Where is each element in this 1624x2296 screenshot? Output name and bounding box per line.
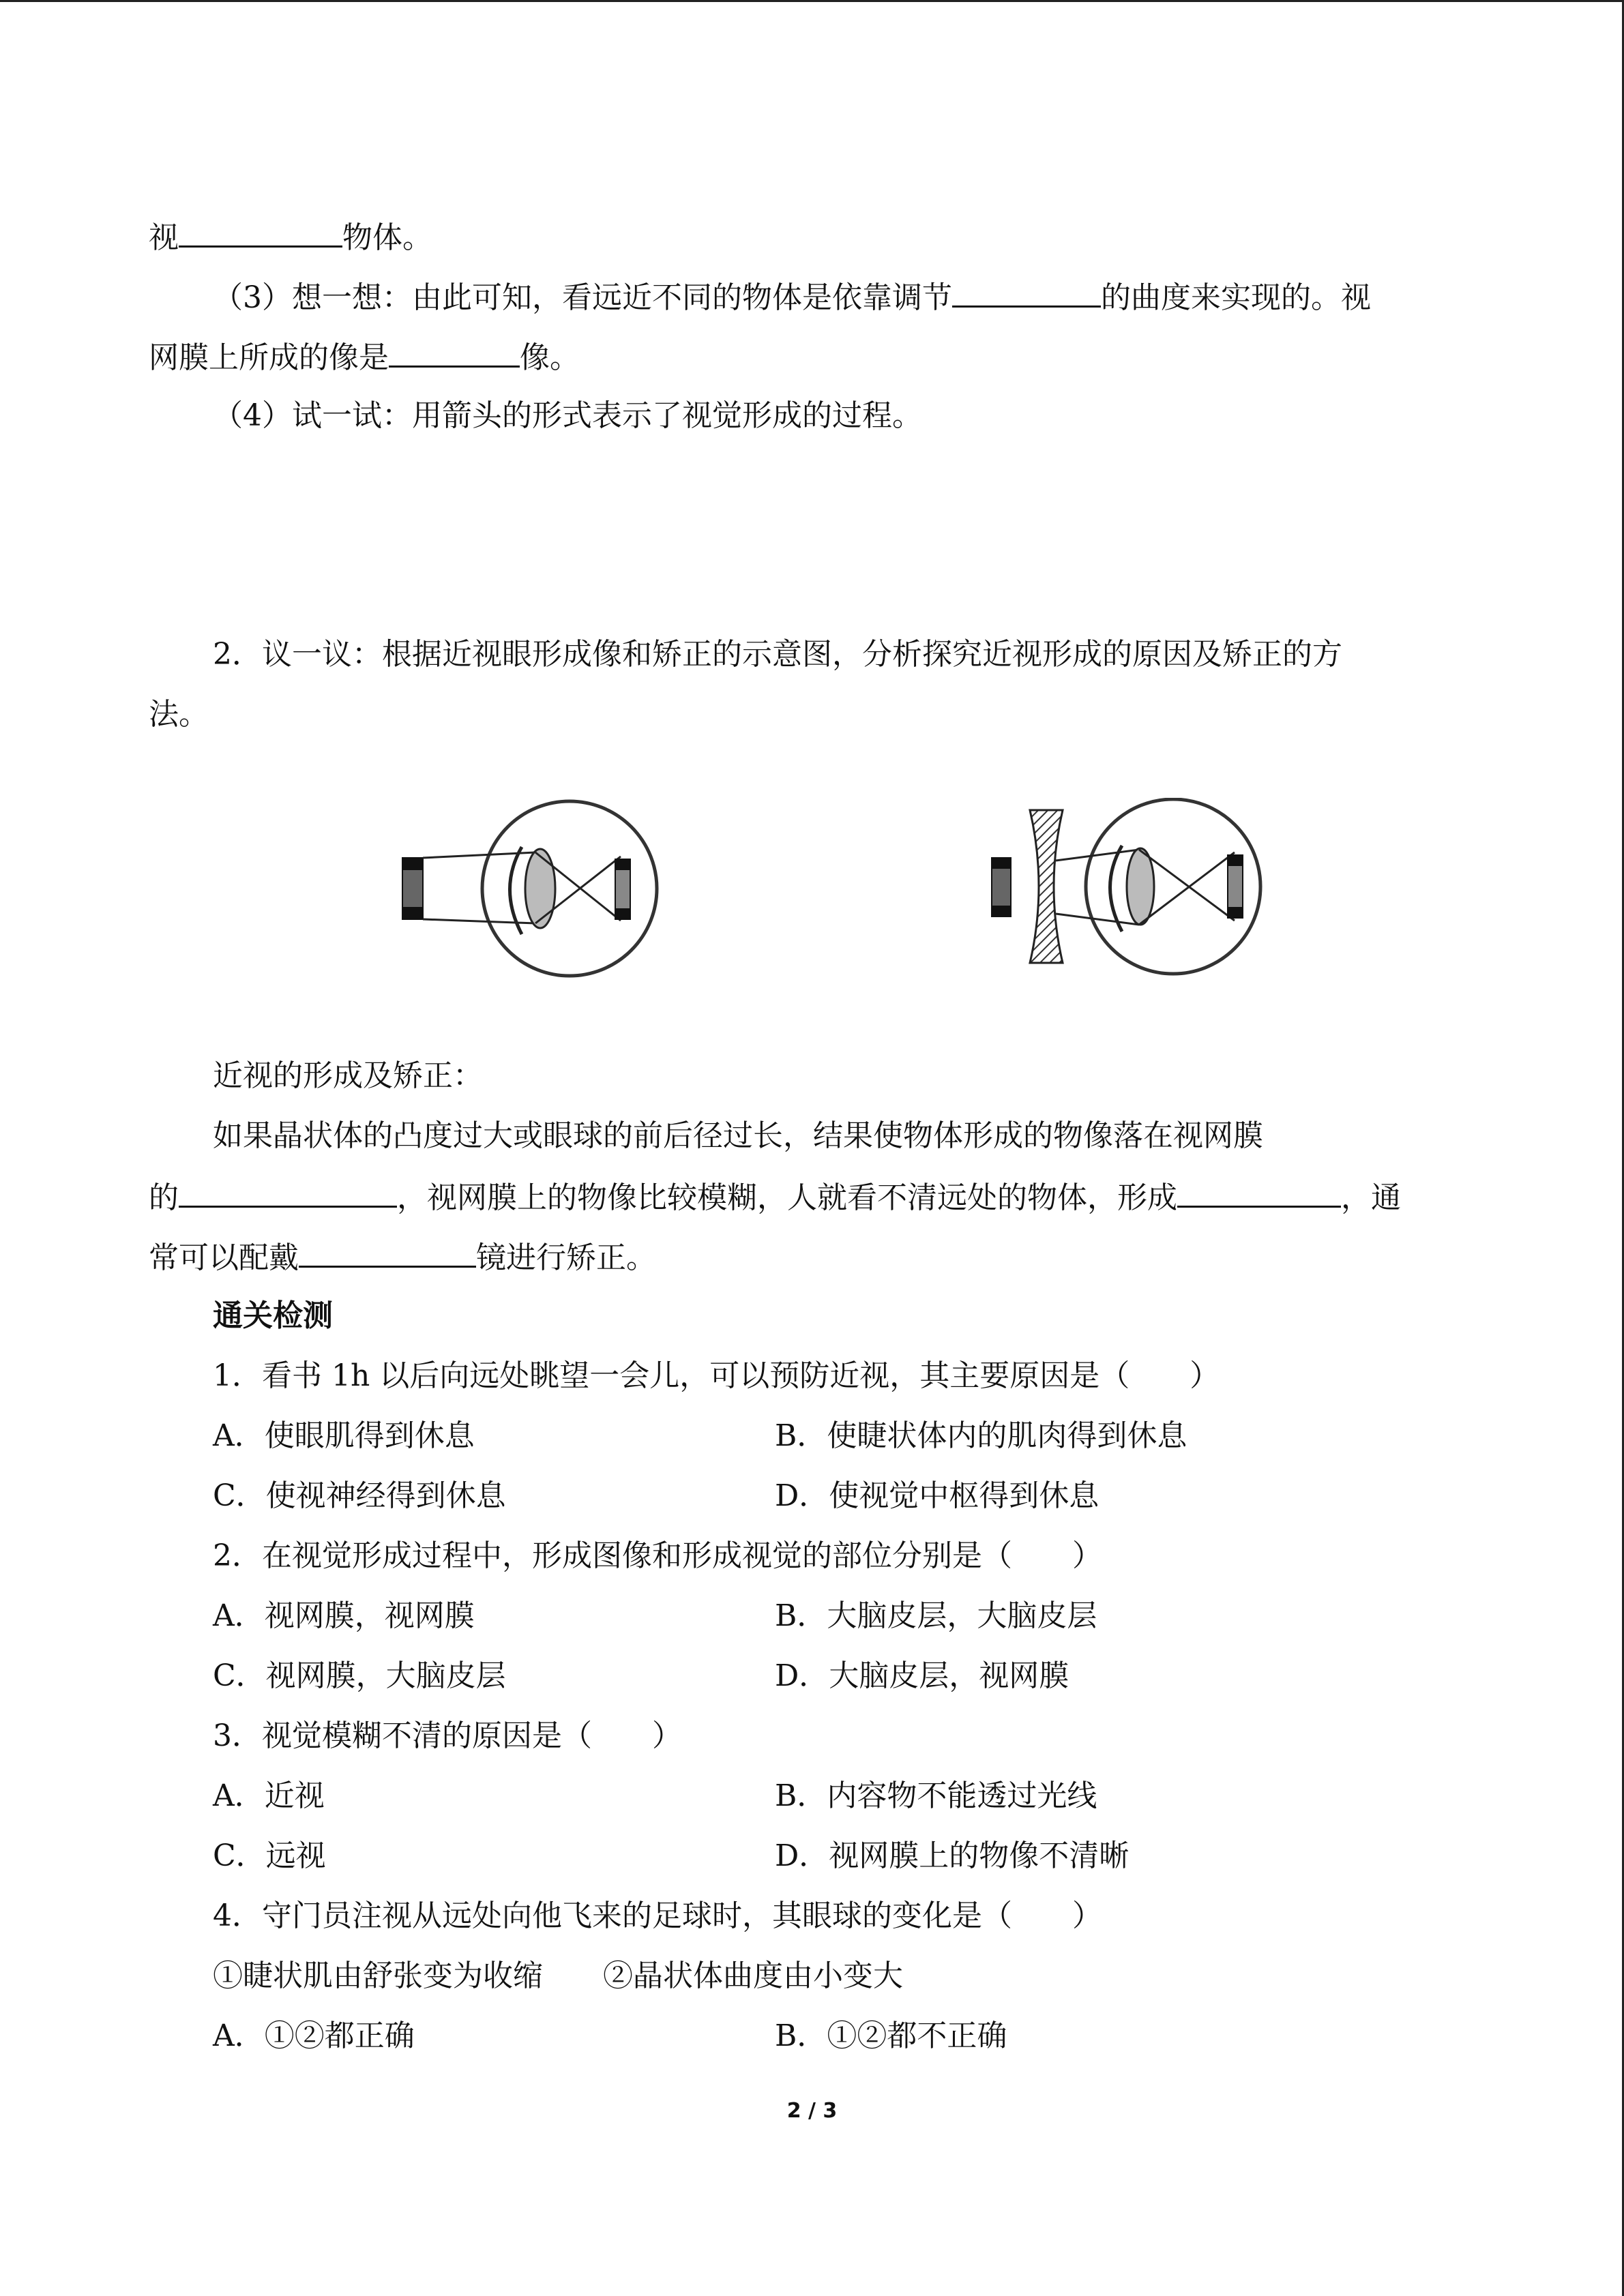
- text: 镜进行矫正。: [476, 1240, 656, 1275]
- question-1-option-d[interactable]: D．使视觉中枢得到休息: [775, 1478, 1099, 1513]
- discuss-line-1: 2．议一议：根据近视眼形成像和矫正的示意图，分析探究近视形成的原因及矫正的方: [213, 637, 1342, 672]
- answer-blank[interactable]: [179, 215, 342, 248]
- question-4-option-a[interactable]: A．①②都正确: [213, 2018, 415, 2053]
- text: 物体。: [342, 220, 432, 255]
- discuss-line-2: 法。: [149, 697, 209, 732]
- answer-blank[interactable]: [179, 1176, 397, 1208]
- myopia-correction-diagram: [982, 798, 1269, 1002]
- myopia-eye-diagram: [396, 798, 682, 1002]
- question-2-stem: 2．在视觉形成过程中，形成图像和形成视觉的部位分别是（ ）: [213, 1538, 1102, 1573]
- question-2-option-c[interactable]: C．视网膜，大脑皮层: [213, 1658, 506, 1693]
- text: ，视网膜上的物像比较模糊，人就看不清远处的物体，形成: [397, 1180, 1177, 1215]
- question-3-option-b[interactable]: B．内容物不能透过光线: [775, 1778, 1097, 1813]
- question-3-option-c[interactable]: C．远视: [213, 1838, 326, 1873]
- question-1-option-a[interactable]: A．使眼肌得到休息: [213, 1418, 475, 1453]
- answer-blank[interactable]: [299, 1236, 476, 1268]
- page-top-border: [0, 0, 1624, 2]
- text: 视: [149, 220, 179, 255]
- question-2-option-a[interactable]: A．视网膜，视网膜: [213, 1598, 475, 1633]
- myopia-line-2: [149, 1176, 1401, 1219]
- myopia-line-1: 如果晶状体的凸度过大或眼球的前后径过长，结果使物体形成的物像落在视网膜: [213, 1118, 1263, 1153]
- question-4-text: （4）试一试：用箭头的形式表示了视觉形成的过程。: [213, 398, 922, 433]
- text: 像。: [520, 340, 580, 375]
- question-1-option-c[interactable]: C．使视神经得到休息: [213, 1478, 506, 1513]
- question-1-option-b[interactable]: B．使睫状体内的肌肉得到休息: [775, 1418, 1187, 1453]
- question-3-option-d[interactable]: D．视网膜上的物像不清晰: [775, 1838, 1130, 1873]
- question-4-stem: 4．守门员注视从远处向他飞来的足球时，其眼球的变化是（ ）: [213, 1898, 1102, 1933]
- myopia-heading: 近视的形成及矫正：: [213, 1058, 483, 1093]
- text: 常可以配戴: [149, 1240, 299, 1275]
- page-number: 2 / 3: [786, 2099, 838, 2123]
- answer-blank[interactable]: [389, 336, 520, 368]
- question-4-option-b[interactable]: B．①②都不正确: [775, 2018, 1007, 2053]
- intro-line-1: [149, 215, 432, 258]
- text: 的: [149, 1180, 179, 1215]
- question-4-statements: ①睫状肌由舒张变为收缩 ②晶状体曲度由小变大: [213, 1958, 903, 1993]
- text: （3）想一想：由此可知，看远近不同的物体是依靠调节: [213, 280, 952, 315]
- answer-blank[interactable]: [1177, 1176, 1341, 1208]
- test-heading: 通关检测: [213, 1298, 333, 1333]
- question-3-line-1: [213, 275, 1371, 318]
- question-3-stem: 3．视觉模糊不清的原因是（ ）: [213, 1718, 682, 1753]
- myopia-line-3: [149, 1236, 656, 1279]
- answer-blank[interactable]: [952, 275, 1101, 308]
- text: 网膜上所成的像是: [149, 340, 389, 375]
- question-2-option-b[interactable]: B．大脑皮层，大脑皮层: [775, 1598, 1097, 1633]
- text: 的曲度来实现的。视: [1101, 280, 1371, 315]
- question-2-option-d[interactable]: D．大脑皮层，视网膜: [775, 1658, 1069, 1693]
- question-3-option-a[interactable]: A．近视: [213, 1778, 325, 1813]
- question-3-line-2: [149, 336, 580, 378]
- text: ，通: [1341, 1180, 1401, 1215]
- question-1-stem: 1．看书 1h 以后向远处眺望一会儿，可以预防近视，其主要原因是（ ）: [213, 1358, 1220, 1393]
